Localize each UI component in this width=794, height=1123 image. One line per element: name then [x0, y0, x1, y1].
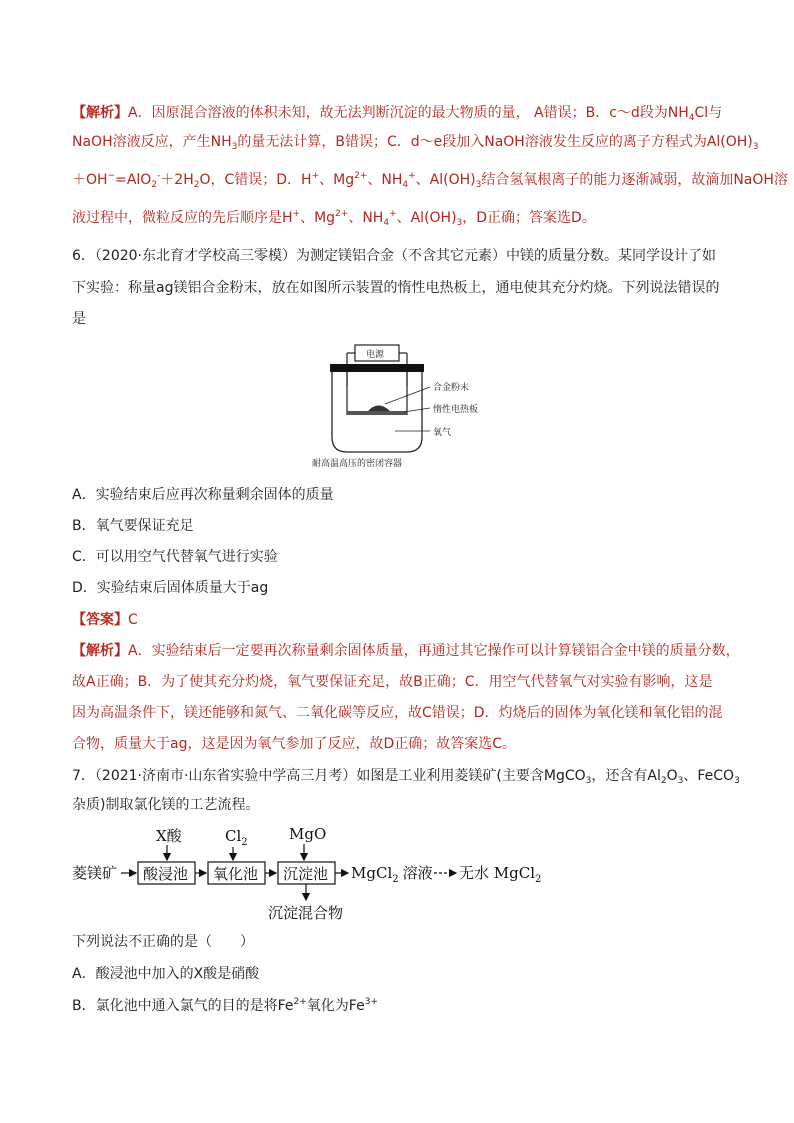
q6-option-d: D．实验结束后固体质量大于ag	[72, 580, 269, 596]
alloy-powder	[368, 406, 390, 412]
q6-option-c: C．可以用空气代替氧气进行实验	[72, 549, 278, 565]
powder-label: 合金粉末	[433, 383, 470, 393]
start-material: 菱镁矿	[72, 864, 118, 882]
container-lid	[330, 364, 424, 372]
q5-analysis-line-3: $+OH^-=AlO_2^-+2H_2O$，C错误；D．H+、$Mg^{2+}$、$NH_4^+$、$Al(OH)_3$结合氢氧根离子的能力逐渐减弱，故滴加NaOH溶	[72, 171, 788, 190]
q6-answer	[72, 610, 138, 630]
answer-value: C	[128, 612, 138, 628]
q6-analysis-line-1: 【解析】A．实验结束后一定要再次称量剩余固体质量，再通过其它操作可以计算镁铝合金中镁的质量分数，	[72, 643, 740, 659]
plate-label: 惰性电热板	[433, 405, 479, 415]
q5-analysis-line-4: 液过程中，微粒反应的先后顺序是H+、$Mg^{2+}$、$NH_4^+$、$Al(OH)_3$，D正确；答案选D。	[72, 209, 596, 228]
svg-text:氧化池: 氧化池	[213, 865, 259, 883]
q6-option-b: B．氧气要保证充足	[72, 518, 194, 534]
q5-analysis-line-1: 【解析】A．因原混合溶液的体积未知，故无法判断沉淀的最大物质的量， A错误；B．c～d段为$NH_4Cl$与	[72, 105, 723, 123]
q6-option-a: A．实验结束后应再次称量剩余固体的质量	[72, 487, 334, 503]
precipitate-mixture: 沉淀混合物	[268, 904, 344, 922]
q7-question: 下列说法不正确的是（ ）	[72, 934, 254, 950]
q6-analysis-line-3: 因为高温条件下，镁还能够和氮气、二氧化碳等反应，故C错误；D．灼烧后的固体为氧化镁和氧化铝的混	[72, 705, 723, 721]
q7-option-b: B．氯化池中通入氯气的目的是将$Fe^{2+}$氧化为$Fe^{3+}$	[72, 997, 378, 1014]
q5-analysis-line-2: NaOH溶液反应，产生$NH_3$的量无法计算，B错误；C．d～e段加入NaOH溶液发生反应的离子方程式为$Al(OH)_3$	[72, 134, 759, 152]
q6-analysis-line-2: 故A正确；B．为了使其充分灼烧，氧气要保证充足，故B正确；C．用空气代替氧气对实验有影响，这是	[72, 674, 713, 690]
figure-caption: 耐高温高压的密闭容器	[312, 459, 403, 469]
analysis-tag: 【解析】	[72, 643, 128, 659]
anhydrous-mgcl2: 无水 MgCl$_2$	[459, 864, 542, 885]
q7-stem-line-2: 杂质)制取氯化镁的工艺流程。	[72, 797, 260, 813]
mgcl2-solution: MgCl$_2$ 溶液	[351, 864, 433, 885]
svg-text:沉淀池: 沉淀池	[283, 865, 329, 883]
q7-stem-line-1: 7．（2021·济南市·山东省实验中学高三月考）如图是工业利用菱镁矿(主要含MgCO$_3$，还含有$Al_2O_3$、FeCO$_3$	[72, 768, 740, 786]
x-acid-label: X酸	[156, 827, 182, 845]
answer-tag: 【答案】	[72, 612, 128, 628]
mgo-label: MgO	[289, 825, 327, 843]
heating-plate	[347, 411, 407, 415]
analysis-tag: 【解析】	[72, 105, 128, 121]
q6-stem-line-1: 6．（2020·东北育才学校高三零模）为测定镁铝合金（不含其它元素）中镁的质量分数。某同学设计了如	[72, 248, 716, 264]
q6-stem-line-2: 下实验：称量ag镁铝合金粉末，放在如图所示装置的惰性电热板上，通电使其充分灼烧。下列说法错误的	[72, 280, 720, 296]
q6-apparatus-figure	[300, 342, 500, 472]
svg-text:酸浸池: 酸浸池	[143, 865, 189, 883]
q6-stem-line-3: 是	[72, 311, 86, 327]
power-label: 电源	[366, 350, 385, 360]
cl2-label: $Cl_2$	[225, 827, 248, 848]
q6-analysis-line-4: 合物，质量大于ag，这是因为氧气参加了反应，故D正确；故答案选C。	[72, 736, 517, 752]
q7-process-flow	[70, 820, 550, 925]
oxygen-label: 氧气	[433, 428, 452, 438]
q7-option-a: A．酸浸池中加入的X酸是硝酸	[72, 966, 260, 982]
